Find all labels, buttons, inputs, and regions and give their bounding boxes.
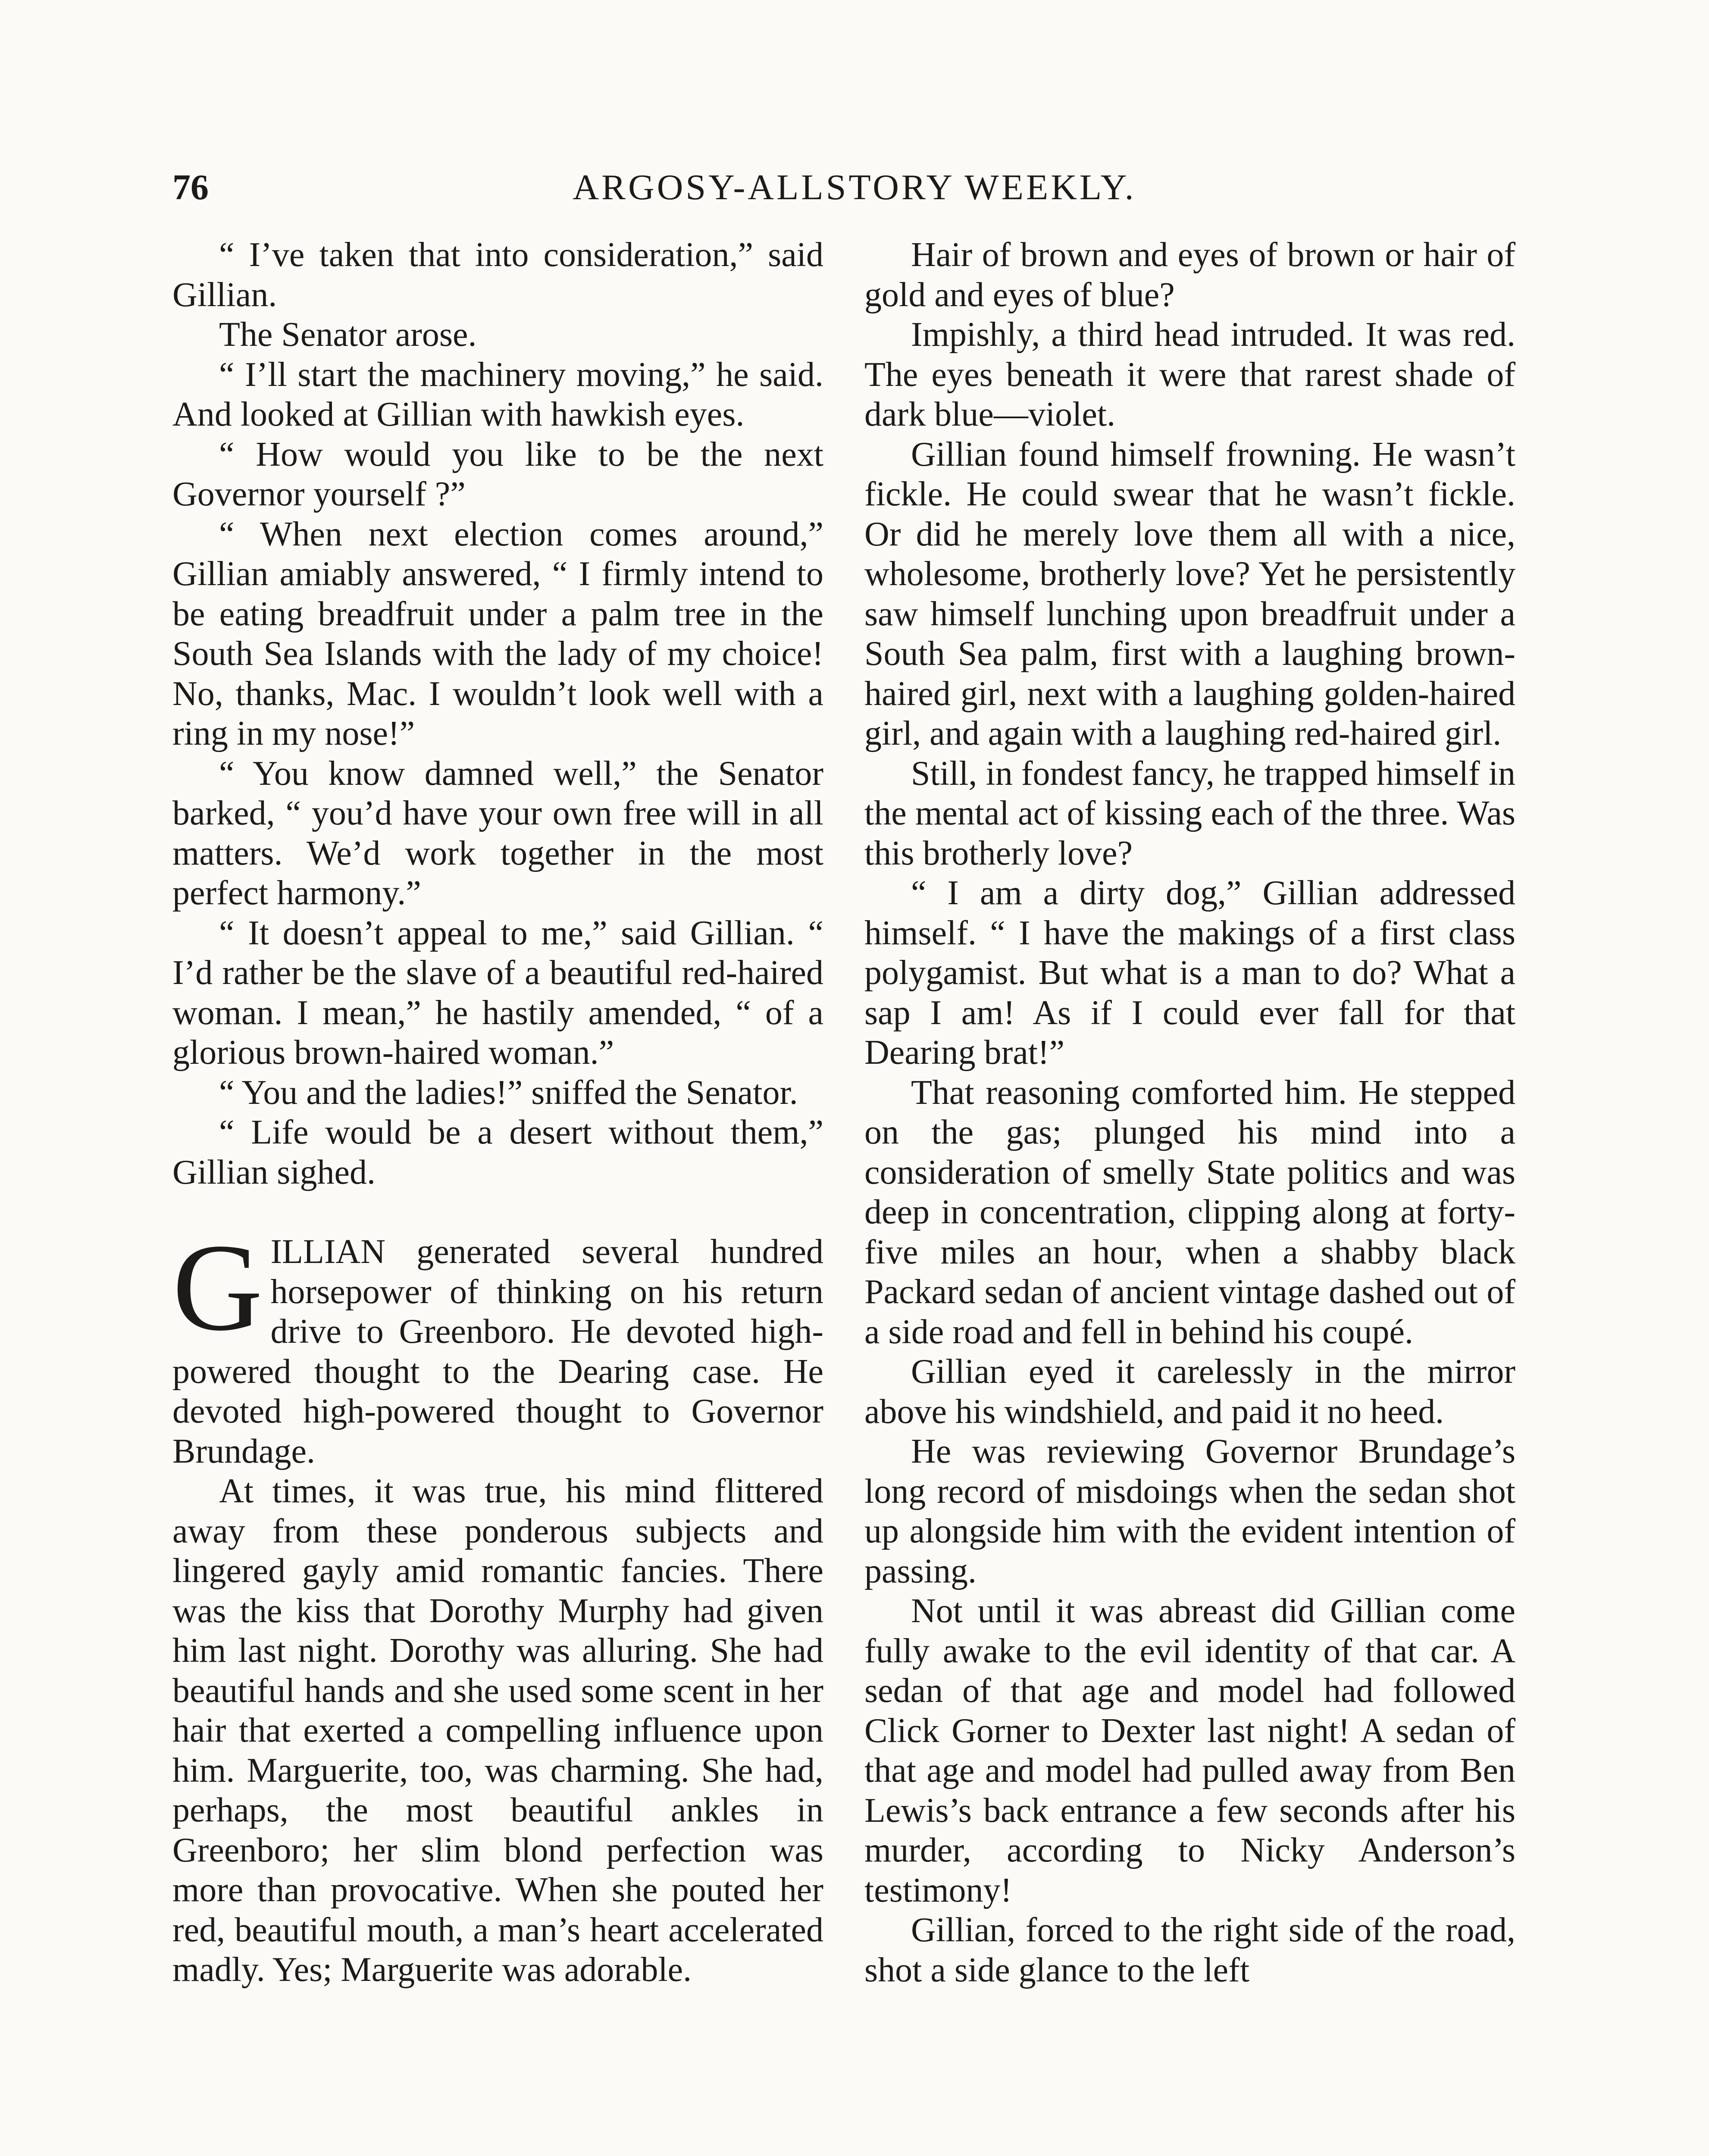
paragraph: That reasoning comforted him. He stepped on the gas; plunged his mind into a consideration of smelly State politics and was deep in concentration, clipping along at forty-five miles an hour, when a shabby black Packard sedan of ancient vintage dashed out of a side road and fell in behind his coupé. bbox=[864, 1073, 1515, 1351]
paragraph: “ I’ve taken that into consideration,” said Gillian. bbox=[172, 236, 823, 314]
page-number: 76 bbox=[172, 167, 209, 207]
paragraph: Impishly, a third head intruded. It was red. The eyes beneath it were that rarest shade of dark blue—violet. bbox=[864, 316, 1515, 433]
paragraph: “ You know damned well,” the Senator barked, “ you’d have your own free will in all matters. We’d work together in the most perfect harmony.” bbox=[172, 754, 823, 912]
paragraph: Gillian, forced to the right side of the road, shot a side glance to the left bbox=[864, 1911, 1515, 1989]
paragraph: “ I’ll start the machinery moving,” he said. And looked at Gillian with hawkish eyes. bbox=[172, 355, 823, 433]
paragraph: “ You and the ladies!” sniffed the Senator. bbox=[219, 1073, 798, 1112]
section-start-paragraph bbox=[172, 1218, 823, 1471]
paragraph: “ Life would be a desert without them,” Gillian sighed. bbox=[172, 1113, 823, 1191]
paragraph: Hair of brown and eyes of brown or hair of gold and eyes of blue? bbox=[864, 236, 1515, 314]
paragraph: Still, in fondest fancy, he trapped himself in the mental act of kissing each of the three. Was this brotherly love? bbox=[864, 754, 1515, 872]
left-column bbox=[172, 235, 823, 1990]
paragraph: “ I am a dirty dog,” Gillian addressed himself. “ I have the makings of a first class polygamist. But what is a man to do? What a sap I am! As if I could ever fall for that Dearing brat!” bbox=[864, 874, 1515, 1072]
paragraph: Gillian found himself frowning. He wasn’t fickle. He could swear that he wasn’t fickle. Or did he merely love them all with a nice, wholesome, brotherly love? Yet he persistently saw himself lunching upon breadfruit under a South Sea palm, first with a laughing brown-haired girl, next with a laughing golden-haired girl, and again with a laughing red-haired girl. bbox=[864, 435, 1515, 752]
paragraph: He was reviewing Governor Brundage’s long record of misdoings when the sedan shot up alongside him with the evident intention of passing. bbox=[864, 1432, 1515, 1590]
page-header bbox=[172, 160, 1537, 216]
paragraph: “ When next election comes around,” Gillian amiably answered, “ I firmly intend to be eating breadfruit under a palm tree in the South Sea Islands with the lady of my choice! No, thanks, Mac. I wouldn’t look well with a ring in my nose!” bbox=[172, 515, 823, 752]
paragraph: At times, it was true, his mind flittered away from these ponderous subjects and lingered gayly amid romantic fancies. There was the kiss that Dorothy Murphy had given him last night. Dorothy was alluring. She had beautiful hands and she used some scent in her hair that exerted a compelling influence upon him. Marguerite, too, was charming. She had, perhaps, the most beautiful ankles in Greenboro; her slim blond perfection was more than provocative. When she pouted her red, beautiful mouth, a man’s heart accelerated madly. Yes; Marguerite was adorable. bbox=[172, 1472, 823, 1989]
paragraph: Gillian eyed it carelessly in the mirror above his windshield, and paid it no heed. bbox=[864, 1353, 1515, 1431]
paragraph: The Senator arose. bbox=[219, 316, 477, 354]
paragraph: “ How would you like to be the next Governor yourself ?” bbox=[172, 435, 823, 513]
drop-cap: G bbox=[172, 1218, 263, 1357]
right-column bbox=[864, 235, 1515, 1990]
paragraph: “ It doesn’t appeal to me,” said Gillian. “ I’d rather be the slave of a beautiful red-haired woman. I mean,” he hastily amended, “ of a glorious brown-haired woman.” bbox=[172, 914, 823, 1072]
paragraph: Not until it was abreast did Gillian come fully awake to the evil identity of that car. A sedan of that age and model had followed Click Gorner to Dexter last night! A sedan of that age and model had pulled away from Ben Lewis’s back entrance a few seconds after his murder, according to Nicky Anderson’s testimony! bbox=[864, 1592, 1515, 1909]
section-start-text: ILLIAN generated several hundred horsepower of thinking on his return drive to Greenboro. He devoted high-powered thought to the Dearing case. He devoted high-powered thought to Governor Brundage. bbox=[172, 1233, 823, 1470]
running-title: ARGOSY-ALLSTORY WEEKLY. bbox=[573, 167, 1136, 207]
